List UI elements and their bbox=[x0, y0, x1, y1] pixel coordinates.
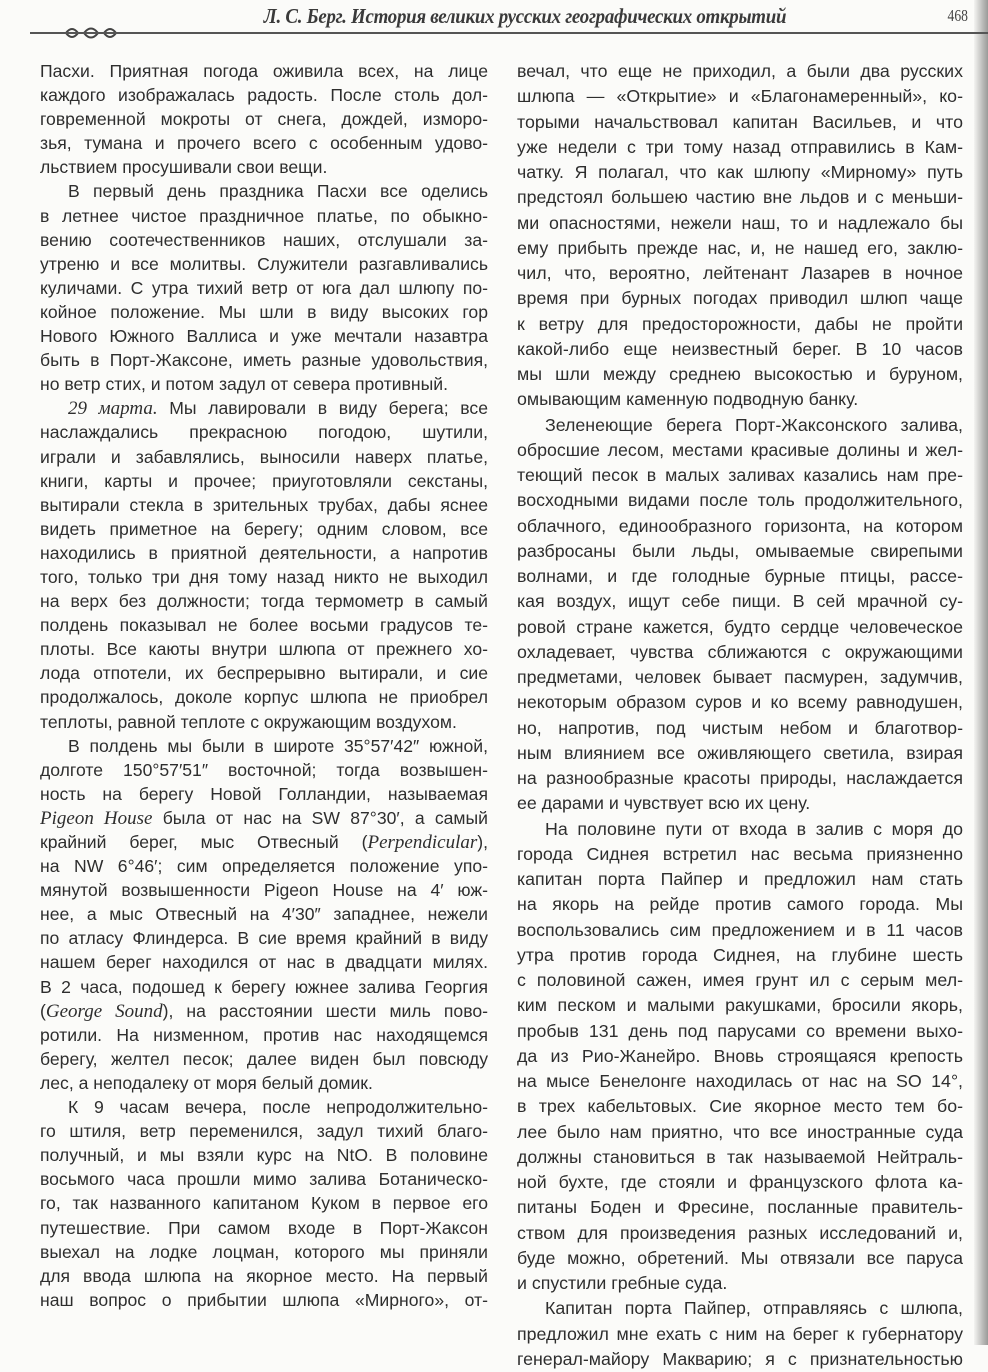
italic-text: 29 марта. bbox=[68, 398, 158, 420]
text-segment: капитан порта Пайпер и предложил нам стать bbox=[517, 869, 963, 889]
text-line bbox=[40, 1191, 488, 1215]
text-line bbox=[517, 387, 963, 412]
text-segment: должны становиться в так называемой Нейтраль- bbox=[517, 1146, 963, 1167]
text-segment: на NW 6°46′; сим определяется положение упо- bbox=[40, 856, 488, 877]
text-line bbox=[40, 685, 488, 709]
running-header-title: Л. С. Берг. История великих русских географических открытий bbox=[263, 4, 787, 28]
text-segment: лес, а неподалеку от моря белый домик. bbox=[40, 1072, 373, 1093]
text-segment: Капитан порта Пайпер, отправляясь с шлюпа, bbox=[545, 1298, 963, 1319]
text-segment: шлюпа — «Открытие» и «Благонамеренный», ко- bbox=[517, 86, 963, 107]
text-line bbox=[40, 541, 488, 565]
text-segment: к ветру для предосторожности, дабы не пройти bbox=[517, 313, 963, 334]
text-segment: мы шли между среднею высокостью и буруном, bbox=[517, 364, 963, 384]
text-segment: мянутой возвышенности Pigeon House на 4′ юж- bbox=[40, 880, 488, 901]
text-segment: лода отпотели, их беспрерывно вытирали, и сие bbox=[40, 663, 488, 684]
text-line bbox=[517, 1044, 963, 1069]
text-segment: нашем берег находился от нас в двадцати милях. bbox=[40, 952, 488, 973]
text-segment: быть в Порт-Жаксоне, иметь разные удовольствия, bbox=[40, 350, 488, 371]
text-line bbox=[517, 261, 963, 286]
text-segment: куличами. С утра тихий ветр от юга дал шлюпу по- bbox=[40, 277, 488, 298]
text-line bbox=[40, 83, 488, 107]
text-line bbox=[517, 640, 963, 665]
text-line bbox=[40, 1119, 488, 1143]
text-segment: охладевает, чувства сближаются с окружающими bbox=[517, 641, 963, 662]
text-segment: койное положение. Мы шли в виду высоких гор bbox=[40, 301, 488, 322]
text-segment: ровой стране кажется, будто сердце человеческое bbox=[517, 616, 963, 637]
text-line bbox=[40, 372, 488, 396]
text-line bbox=[40, 637, 488, 661]
text-segment: того, только три дня тому назад никто не выходил bbox=[40, 566, 488, 587]
text-segment: плоты. Все каюты внутри шлюпа от прежнего хо- bbox=[40, 639, 488, 660]
text-segment: да из Рио-Жанейро. Вновь строящаяся крепость bbox=[517, 1045, 963, 1066]
text-segment: долготе 150°57′51″ восточной; тогда возвышен- bbox=[40, 759, 488, 780]
text-segment: ной бухте, где стояли и французского флота ка- bbox=[517, 1172, 963, 1192]
text-segment: для ввода шлюпа на якорное место. На первый bbox=[40, 1265, 488, 1286]
text-segment: волнами, и где голодные бурные птицы, рассе- bbox=[517, 566, 963, 586]
text-line bbox=[517, 589, 963, 614]
text-segment: утреню и все молитвы. Служители разгавливались bbox=[40, 253, 488, 274]
text-line bbox=[40, 276, 488, 300]
text-line bbox=[517, 892, 963, 917]
text-line bbox=[40, 854, 488, 878]
text-segment: но ветр стих, и потом задул от севера противный. bbox=[40, 374, 449, 395]
text-segment: чил, что, вероятно, лейтенант Лазарев в ночное bbox=[517, 263, 963, 283]
text-line bbox=[40, 734, 488, 758]
text-segment: чатку. Я полагал, что как шлюпу «Мирному» путь bbox=[517, 162, 963, 182]
text-segment: восходными видами после толь продолжительного, bbox=[517, 490, 963, 511]
text-segment: в трех кабельтовых. Сие якорное место тем бо- bbox=[517, 1096, 963, 1117]
text-segment: и спустили гребные суда. bbox=[517, 1273, 728, 1293]
text-segment: ( bbox=[40, 1000, 46, 1021]
text-line bbox=[517, 160, 963, 185]
text-segment: восьмого часа прошли мимо залива Ботаническо- bbox=[40, 1169, 488, 1190]
text-segment: ким песком и малыми ракушками, бросили якорь, bbox=[517, 995, 963, 1016]
text-line bbox=[517, 286, 963, 311]
text-segment: утра против города Сиднея, на глубине шесть bbox=[517, 944, 963, 965]
text-line bbox=[517, 918, 963, 943]
text-segment: наслаждались прекрасною погодою, шутили, bbox=[40, 422, 488, 443]
text-line bbox=[517, 514, 963, 539]
text-line bbox=[40, 1047, 488, 1071]
text-segment: ), bbox=[477, 832, 488, 852]
text-segment: В полдень мы были в широте 35°57′42″ южной, bbox=[68, 735, 488, 756]
italic-text: Perpendicular bbox=[367, 832, 478, 853]
text-segment: выехал на лодке лоцман, которого мы приняли bbox=[40, 1241, 488, 1262]
text-segment: книги, карты и прочее; приуготовляли секстаны, bbox=[40, 470, 488, 491]
text-segment: В первый день праздника Пасхи все оделись bbox=[68, 181, 488, 202]
text-line bbox=[40, 324, 488, 348]
text-segment: путешествие. При самом входе в Порт-Жаксон bbox=[40, 1217, 488, 1238]
text-line bbox=[40, 348, 488, 372]
text-segment: воспользовались сим предложением и в 11 часов bbox=[517, 919, 963, 940]
text-segment: ность на берегу Новой Голландии, называемая bbox=[40, 783, 488, 804]
text-line bbox=[40, 830, 488, 854]
text-line bbox=[40, 1264, 488, 1288]
text-line bbox=[517, 312, 963, 337]
text-segment: но, напротив, под чистым небом и благотвор- bbox=[517, 717, 963, 738]
text-line bbox=[517, 110, 963, 135]
text-line bbox=[40, 1288, 488, 1312]
text-line bbox=[40, 445, 488, 469]
text-segment: Пасхи. Приятная погода оживила всех, на лице bbox=[40, 61, 488, 81]
text-line bbox=[517, 665, 963, 690]
text-line bbox=[40, 758, 488, 782]
text-segment: в летнее чистое праздничное платье, по обыкно- bbox=[40, 205, 488, 226]
text-segment: торыми начальствовал капитан Васильев, и что bbox=[517, 111, 963, 132]
text-segment: лее было нам приятно, что все иностранные суда bbox=[517, 1121, 963, 1142]
text-line bbox=[40, 420, 488, 444]
text-segment: облачного, единообразного горизонта, на котором bbox=[517, 515, 963, 536]
text-segment: ми опасностями, нежели наш, то и надлежало бы bbox=[517, 212, 963, 233]
text-line bbox=[40, 1023, 488, 1047]
text-line bbox=[517, 413, 963, 438]
text-line bbox=[40, 878, 488, 902]
text-segment: вению соотечественников наших, отслушали за- bbox=[40, 229, 488, 250]
text-segment: го штиля, ветр переменился, задул тихий благо- bbox=[40, 1121, 488, 1142]
text-line bbox=[40, 155, 488, 179]
text-line bbox=[40, 902, 488, 926]
text-segment: теющий песок в малых заливах казались нам пре- bbox=[517, 465, 963, 485]
text-segment: ством для произведения разных исследований и, bbox=[517, 1222, 963, 1243]
text-line bbox=[517, 84, 963, 109]
text-segment: время при бурных погодах приводил шлюп чаще bbox=[517, 288, 963, 309]
text-line bbox=[40, 1167, 488, 1191]
text-line bbox=[517, 1120, 963, 1145]
text-segment: берегу, желтел песок; далее виден был повсюду bbox=[40, 1048, 488, 1069]
text-line bbox=[40, 107, 488, 131]
text-line bbox=[517, 236, 963, 261]
text-line bbox=[40, 1071, 488, 1095]
header-rule bbox=[30, 32, 988, 34]
text-segment: буде можно, обретений. Мы отвязали все паруса bbox=[517, 1247, 963, 1268]
text-line bbox=[40, 59, 488, 83]
text-line bbox=[40, 613, 488, 637]
text-segment: города Сиднея встретил нас весьма приязненно bbox=[517, 843, 963, 864]
text-line bbox=[40, 204, 488, 228]
text-segment: пробыв 131 день под парусами со времени выхо- bbox=[517, 1020, 963, 1041]
text-segment: по атласу Флиндерса. В сие время крайний в виду bbox=[40, 928, 488, 949]
text-segment: какой-либо еще неизвестный берег. В 10 часов bbox=[517, 338, 963, 359]
text-line bbox=[517, 539, 963, 564]
text-segment: наш вопрос о прибытии шлюпа «Мирного», от- bbox=[40, 1289, 488, 1310]
text-line bbox=[40, 565, 488, 589]
text-line bbox=[40, 1216, 488, 1240]
text-segment: Мы лавировали в виду берега; все bbox=[157, 398, 488, 419]
text-segment: получный, и мы взяли курс на NtO. В половине bbox=[40, 1145, 488, 1166]
text-segment: говременной мокроты от снега, дождей, изморо- bbox=[40, 109, 488, 130]
text-line bbox=[517, 766, 963, 791]
text-line bbox=[517, 690, 963, 715]
text-segment: льствием просушивали свои вещи. bbox=[40, 157, 328, 178]
text-line bbox=[40, 661, 488, 685]
text-segment: теплоты, равной теплоте с окружающим воздухом. bbox=[40, 711, 457, 732]
text-segment: находились в приятной деятельности, а напротив bbox=[40, 542, 488, 563]
text-segment: крайний берег, мыс Отвесный ( bbox=[40, 832, 368, 852]
text-line bbox=[517, 211, 963, 236]
text-line bbox=[517, 817, 963, 842]
text-line bbox=[517, 1246, 963, 1271]
text-line bbox=[517, 362, 963, 387]
text-segment: ее дарами и чувствует всю их цену. bbox=[517, 793, 811, 814]
text-segment: К 9 часам вечера, после непродолжительно- bbox=[68, 1097, 488, 1118]
text-line bbox=[40, 517, 488, 541]
text-segment: кая воздух, ищут себе пищи. В сей мрачной су- bbox=[517, 591, 963, 612]
text-line bbox=[517, 943, 963, 968]
text-line bbox=[517, 1094, 963, 1119]
text-line bbox=[40, 179, 488, 203]
text-line bbox=[517, 791, 963, 816]
text-segment: вечал, что еще не приходил, а были два русских bbox=[517, 61, 963, 81]
text-line bbox=[517, 564, 963, 589]
text-line bbox=[517, 1170, 963, 1195]
text-segment: В 2 часа, подошед к берегу южнее залива Георгия bbox=[40, 976, 488, 997]
text-segment: каждого изображалась радость. После столь дол- bbox=[40, 85, 488, 106]
text-segment: продолжалось, доколе корпус шлюпа не приобрел bbox=[40, 687, 488, 708]
text-segment: генерал-майору Макварию; я с признательностью bbox=[517, 1348, 963, 1369]
text-line bbox=[40, 1240, 488, 1264]
text-line bbox=[517, 488, 963, 513]
text-line bbox=[517, 867, 963, 892]
page-edge-shadow bbox=[974, 0, 988, 1345]
text-segment: на верх без должности; тогда термометр в самый bbox=[40, 591, 488, 612]
text-line bbox=[517, 135, 963, 160]
text-segment: уже недели с три тому назад отправились в Кам- bbox=[517, 136, 963, 157]
text-segment: Зеленеющие берега Порт-Жаксонского залива, bbox=[545, 414, 963, 435]
text-segment: предстоял большею частию вне льдов и с меньши- bbox=[517, 187, 963, 208]
text-line bbox=[517, 615, 963, 640]
text-segment: ему прибыть прежде нас, и, не нашед его, заклю- bbox=[517, 237, 963, 258]
text-line bbox=[40, 228, 488, 252]
text-line bbox=[517, 1221, 963, 1246]
text-line bbox=[40, 975, 488, 999]
text-line bbox=[517, 185, 963, 210]
text-line bbox=[517, 337, 963, 362]
text-line bbox=[40, 710, 488, 734]
text-line bbox=[517, 1019, 963, 1044]
text-segment: играли и забавлялись, выносили наверх платье, bbox=[40, 446, 488, 467]
text-segment: омывающим каменную подводную банку. bbox=[517, 389, 859, 410]
left-column bbox=[40, 59, 488, 1312]
text-segment: с половиной сажен, имея грунт ил с серым мел- bbox=[517, 970, 963, 990]
text-line bbox=[517, 741, 963, 766]
text-line bbox=[517, 438, 963, 463]
text-line bbox=[517, 1322, 963, 1347]
text-line bbox=[517, 1195, 963, 1220]
text-segment: на мысе Бенелонге находилась от нас на SO 14°, bbox=[517, 1071, 963, 1091]
text-line bbox=[517, 1145, 963, 1170]
right-column bbox=[517, 59, 963, 1372]
text-segment: ), на расстоянии шести миль пово- bbox=[162, 1000, 488, 1021]
text-segment: на разнообразные красоты природы, наслаждается bbox=[517, 768, 963, 788]
text-line bbox=[40, 950, 488, 974]
text-segment: зья, тумана и прочего всего с особенным удово- bbox=[40, 133, 488, 154]
text-line bbox=[40, 782, 488, 806]
text-segment: питаны Боден и Фресине, посланные правитель- bbox=[517, 1197, 963, 1218]
text-line bbox=[517, 1347, 963, 1372]
text-line bbox=[40, 131, 488, 155]
text-line bbox=[40, 469, 488, 493]
text-segment: была от нас на SW 87°30′, а самый bbox=[152, 807, 488, 828]
text-line bbox=[517, 842, 963, 867]
page-number: 468 bbox=[947, 6, 968, 25]
text-segment: нее, а мыс Отвесный на 4′30″ западнее, нежели bbox=[40, 904, 488, 925]
italic-text: George Sound bbox=[45, 1000, 163, 1022]
text-line bbox=[40, 999, 488, 1023]
text-segment: вытирали стекла в зрительных трубах, дабы яснее bbox=[40, 494, 488, 515]
text-segment: видеть приметное на берегу; одним словом, все bbox=[40, 518, 488, 539]
text-segment: предложил мне ехать с ним на берег к губернатору bbox=[517, 1323, 963, 1344]
text-line bbox=[40, 1095, 488, 1119]
text-segment: ным влиянием все оживляющего светила, взирая bbox=[517, 742, 963, 763]
text-line bbox=[517, 968, 963, 993]
text-line bbox=[40, 300, 488, 324]
text-line bbox=[517, 993, 963, 1018]
italic-text: Pigeon House bbox=[40, 807, 153, 829]
text-segment: го, так названного капитаном Куком в первое его bbox=[40, 1193, 488, 1214]
text-line bbox=[517, 716, 963, 741]
text-line bbox=[517, 1296, 963, 1321]
text-segment: разбросаны были льды, омываемые свирепыми bbox=[517, 540, 963, 561]
text-line bbox=[40, 806, 488, 830]
text-line bbox=[40, 589, 488, 613]
text-segment: обросшие лесом, местами красивые долины и жел- bbox=[517, 439, 963, 460]
text-segment: На половине пути от входа в залив с моря до bbox=[545, 818, 963, 839]
text-line bbox=[40, 396, 488, 420]
text-line bbox=[517, 1271, 963, 1296]
text-segment: предметами, человек бывает пасмурен, задумчив, bbox=[517, 667, 963, 687]
text-segment: некоторым образом суров и ко всему равнодушен, bbox=[517, 692, 963, 713]
text-segment: на якорь на рейде против самого города. Мы bbox=[517, 894, 963, 915]
text-line bbox=[517, 59, 963, 84]
text-segment: Нового Южного Валлиса и уже мечтали назавтра bbox=[40, 326, 488, 347]
text-segment: полдень показывал не более восьми градусов те- bbox=[40, 615, 488, 636]
text-line bbox=[40, 493, 488, 517]
text-line bbox=[517, 463, 963, 488]
text-line bbox=[40, 926, 488, 950]
text-line bbox=[517, 1069, 963, 1094]
text-segment: ротили. На низменном, против нас находящемся bbox=[40, 1024, 488, 1045]
text-line bbox=[40, 1143, 488, 1167]
text-line bbox=[40, 252, 488, 276]
